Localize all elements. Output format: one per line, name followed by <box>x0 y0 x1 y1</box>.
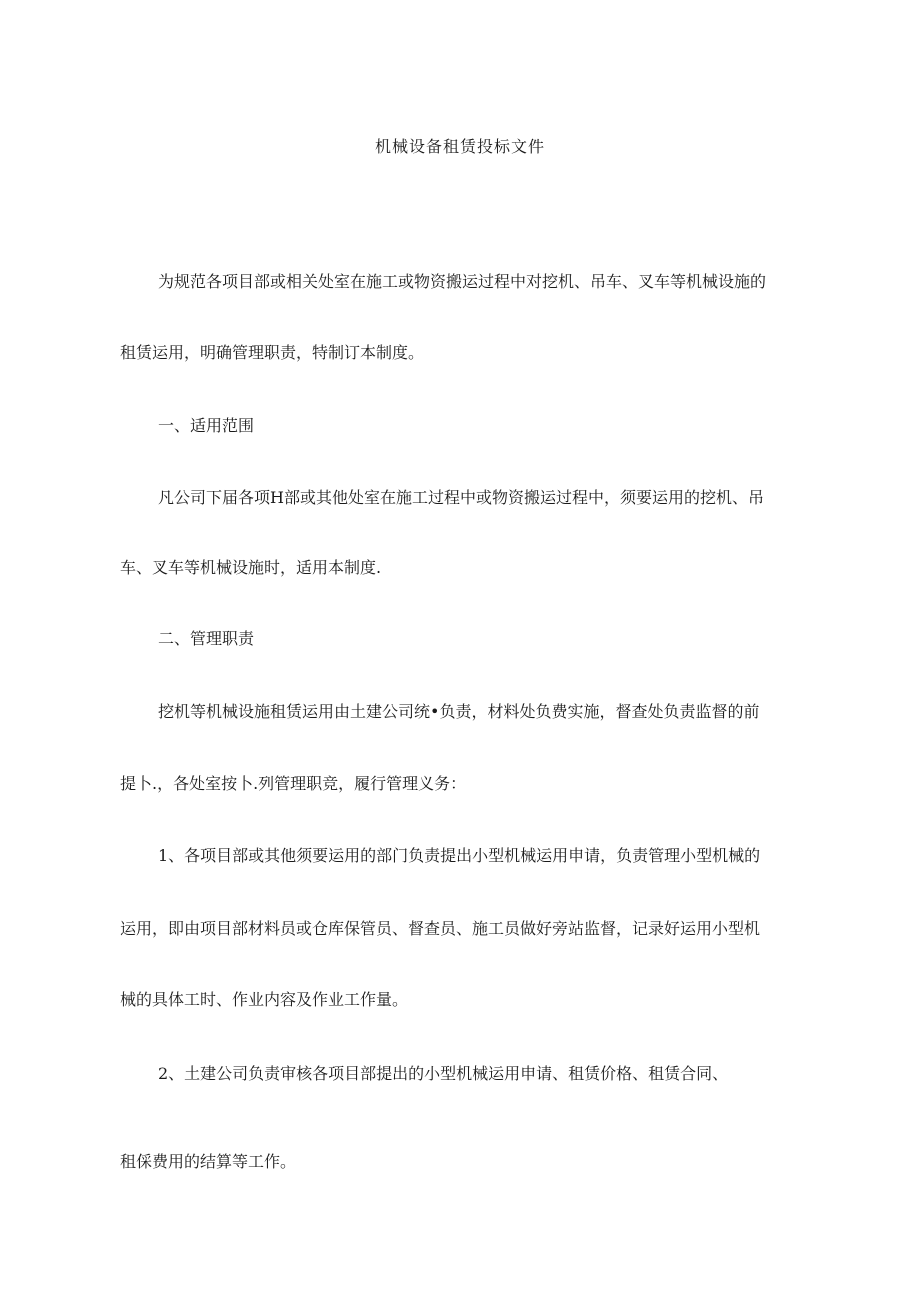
paragraph-duties-line-2: 提卜.，各处室按卜.列管理职竞，履行管理义务： <box>120 774 467 793</box>
paragraph-duties-line-1: 挖机等机械设施租赁运用由土建公司统•负责，材料处负费实施，督查处负责监督的前 <box>158 702 760 721</box>
item-1-line-3: 械的具体工时、作业内容及作业工作量。 <box>120 990 409 1009</box>
document-title: 机械设备租赁投标文件 <box>374 137 545 156</box>
paragraph-scope-line-2: 车、叉车等机械设施时，适用本制度. <box>120 558 382 577</box>
section-heading-duties: 二、管理职责 <box>158 629 255 648</box>
item-1-line-2: 运用，即由项目部材料员或仓库保管员、督查员、施工员做好旁站监督，记录好运用小型机 <box>120 919 761 938</box>
section-heading-scope: 一、适用范围 <box>158 416 255 435</box>
paragraph-intro-line-2: 租赁运用，明确管理职责，特制订本制度。 <box>120 343 425 362</box>
item-2-line-1: 2、土建公司负责审核各项目部提出的小型机械运用申请、租赁价格、租赁合同、 <box>158 1064 729 1083</box>
item-2-line-2: 租倸费用的结算等工作。 <box>120 1152 297 1171</box>
paragraph-intro-line-1: 为规范各项目部或相关处室在施工或物资搬运过程中对挖机、吊车、叉车等机械设施的 <box>158 272 767 291</box>
item-1-line-1: 1、各项目部或其他须要运用的部门负责提出小型机械运用申请，负责管理小型机械的 <box>158 846 761 865</box>
paragraph-scope-line-1: 凡公司下届各项H部或其他处室在施工过程中或物资搬运过程中，须要运用的挖机、吊 <box>158 488 764 507</box>
